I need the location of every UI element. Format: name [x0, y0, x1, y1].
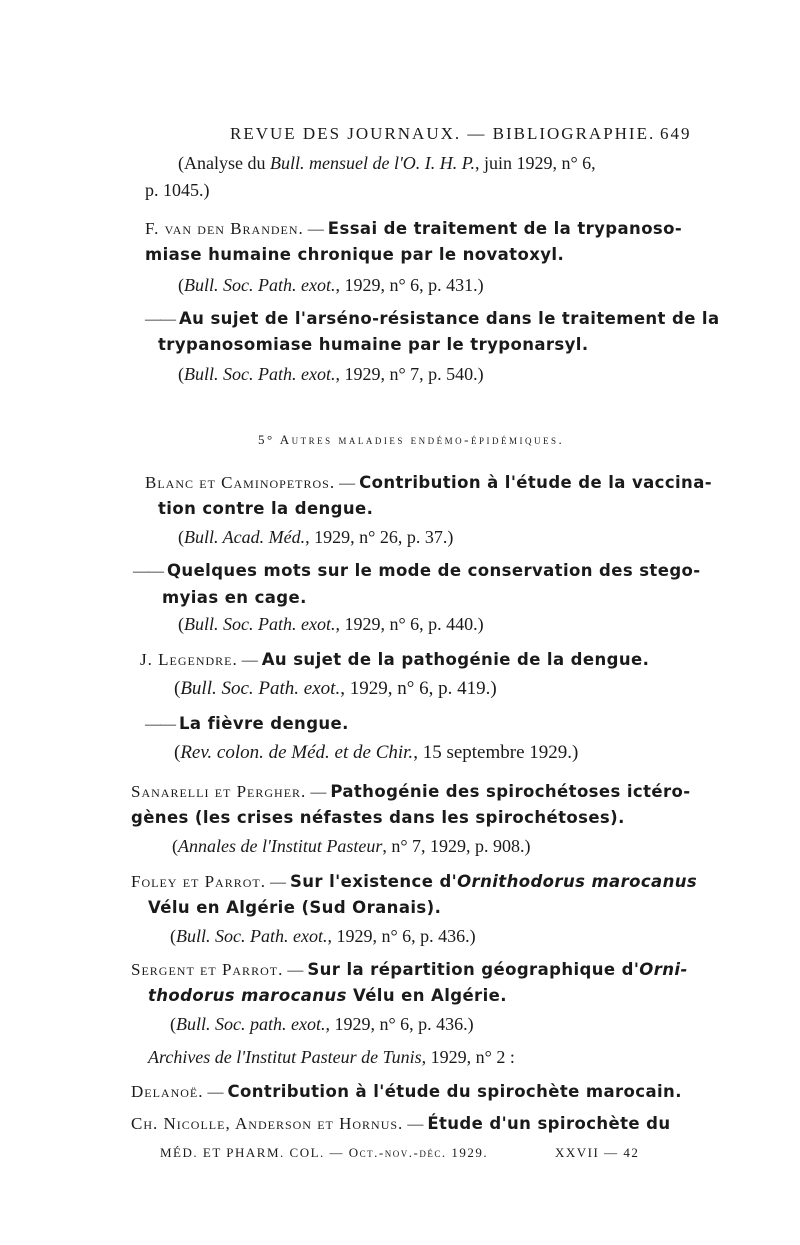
journal-title: Bull. Soc. Path. exot.	[180, 678, 341, 699]
article-title: Au sujet de l'arséno-résistance dans le traitement de la	[179, 309, 720, 328]
article-title-cont: trypanosomiase humaine par le tryponarsyl.	[158, 335, 589, 354]
author: Delanoë.	[131, 1082, 204, 1101]
article-title: La fièvre dengue.	[179, 714, 349, 733]
ditto-dash: ——	[133, 563, 163, 580]
article-title: Essai de traitement de la trypanoso-	[327, 219, 683, 238]
entry-first-line: J. Legendre. — Au sujet de la pathogénie de la dengue.	[140, 650, 650, 669]
article-title-cont: Vélu en Algérie (Sud Oranais).	[148, 898, 442, 917]
reference-line: (Bull. Soc. Path. exot., 1929, n° 6, p. 431.)	[178, 275, 484, 295]
footer-signature: XXVII — 42	[555, 1145, 640, 1160]
entry-first-line	[133, 561, 701, 581]
journal-title: Bull. Soc. Path. exot.	[184, 614, 336, 634]
entry-first-line: Sanarelli et Pergher. — Pathogénie des spirochétoses ictéro-	[131, 782, 691, 801]
author: Sergent et Parrot.	[131, 960, 284, 979]
species-name: Orni-	[639, 960, 688, 979]
author: J. Legendre.	[140, 650, 238, 669]
article-title: Étude d'un spirochète du	[427, 1114, 671, 1133]
article-title-cont: miase humaine chronique par le novatoxyl.	[145, 245, 565, 264]
article-title: Quelques mots sur le mode de conservation des stego-	[167, 561, 701, 580]
article-title: Au sujet de la pathogénie de la dengue.	[261, 650, 650, 669]
author: F. van den Branden.	[145, 219, 304, 238]
archives-heading: Archives de l'Institut Pasteur de Tunis, 1929, n° 2 :	[148, 1047, 515, 1067]
journal-title: Archives de l'Institut Pasteur de Tunis	[148, 1047, 422, 1067]
journal-title: Bull. Soc. Path. exot.	[184, 275, 336, 295]
article-title: Sur la répartition géographique d'	[307, 960, 640, 979]
entry-first-line	[145, 309, 720, 329]
entry-first-line	[145, 714, 349, 734]
ditto-dash: ——	[145, 716, 175, 733]
entry-first-line: Foley et Parrot. — Sur l'existence d'Ornithodorus marocanus	[131, 872, 698, 891]
entry-first-line: Delanoë. — Contribution à l'étude du spirochète marocain.	[131, 1082, 682, 1101]
reference-line: (Bull. Soc. Path. exot., 1929, n° 6, p. 419.)	[174, 678, 497, 699]
reference-line: (Bull. Soc. Path. exot., 1929, n° 7, p. 540.)	[178, 364, 484, 384]
entry-first-line: Sergent et Parrot. — Sur la répartition géographique d'Orni-	[131, 960, 688, 979]
reference-line: (Bull. Soc. path. exot., 1929, n° 6, p. 436.)	[170, 1014, 474, 1034]
article-title-cont: myias en cage.	[162, 588, 307, 607]
ditto-dash: ——	[145, 311, 175, 328]
author: Blanc et Caminopetros.	[145, 473, 336, 492]
author: Ch. Nicolle, Anderson et Hornus.	[131, 1114, 404, 1133]
reference-continuation: p. 1045.)	[145, 180, 210, 200]
species-name: thodorus marocanus	[148, 986, 347, 1005]
article-title-cont: thodorus marocanus Vélu en Algérie.	[148, 986, 507, 1005]
reference-line: (Bull. Acad. Méd., 1929, n° 26, p. 37.)	[178, 527, 454, 547]
reference-line: (Analyse du Bull. mensuel de l'O. I. H. P., juin 1929, n° 6,	[178, 153, 596, 173]
journal-title: Annales de l'Institut Pasteur	[178, 836, 383, 856]
journal-title: Bull. Soc. Path. exot.	[184, 364, 336, 384]
article-title-cont: tion contre la dengue.	[158, 499, 374, 518]
entry-first-line: Blanc et Caminopetros. — Contribution à l'étude de la vaccina-	[145, 473, 712, 492]
journal-title: Bull. Acad. Méd.	[184, 527, 306, 547]
reference-line: (Bull. Soc. Path. exot., 1929, n° 6, p. 440.)	[178, 614, 484, 634]
page-number: 649	[660, 124, 692, 143]
journal-title: Bull. Soc. Path. exot.	[176, 926, 328, 946]
entry-first-line: F. van den Branden. — Essai de traitement de la trypanoso-	[145, 219, 683, 238]
journal-title: Bull. Soc. path. exot.	[176, 1014, 326, 1034]
article-title-cont: gènes (les crises néfastes dans les spirochétoses).	[131, 808, 625, 827]
running-title: REVUE DES JOURNAUX. — BIBLIOGRAPHIE.	[230, 124, 656, 143]
journal-title: Rev. colon. de Méd. et de Chir.	[180, 742, 414, 763]
footer-left: MÉD. ET PHARM. COL. — Oct.-nov.-déc. 1929.	[160, 1145, 489, 1160]
article-title: Sur l'existence d'	[289, 872, 458, 891]
reference-line: (Rev. colon. de Méd. et de Chir., 15 septembre 1929.)	[174, 742, 579, 763]
reference-line: (Annales de l'Institut Pasteur, n° 7, 1929, p. 908.)	[172, 836, 531, 856]
article-title: Contribution à l'étude du spirochète marocain.	[227, 1082, 682, 1101]
reference-line: (Bull. Soc. Path. exot., 1929, n° 6, p. 436.)	[170, 926, 476, 946]
entry-first-line: Ch. Nicolle, Anderson et Hornus. — Étude d'un spirochète du	[131, 1114, 671, 1133]
author: Foley et Parrot.	[131, 872, 266, 891]
article-title: Pathogénie des spirochétoses ictéro-	[330, 782, 691, 801]
author: Sanarelli et Pergher.	[131, 782, 307, 801]
article-title: Contribution à l'étude de la vaccina-	[359, 473, 712, 492]
species-name: Ornithodorus marocanus	[457, 872, 698, 891]
section-heading: 5° Autres maladies endémo-épidémiques.	[258, 432, 565, 447]
journal-title: Bull. mensuel de l'O. I. H. P.	[269, 153, 475, 173]
